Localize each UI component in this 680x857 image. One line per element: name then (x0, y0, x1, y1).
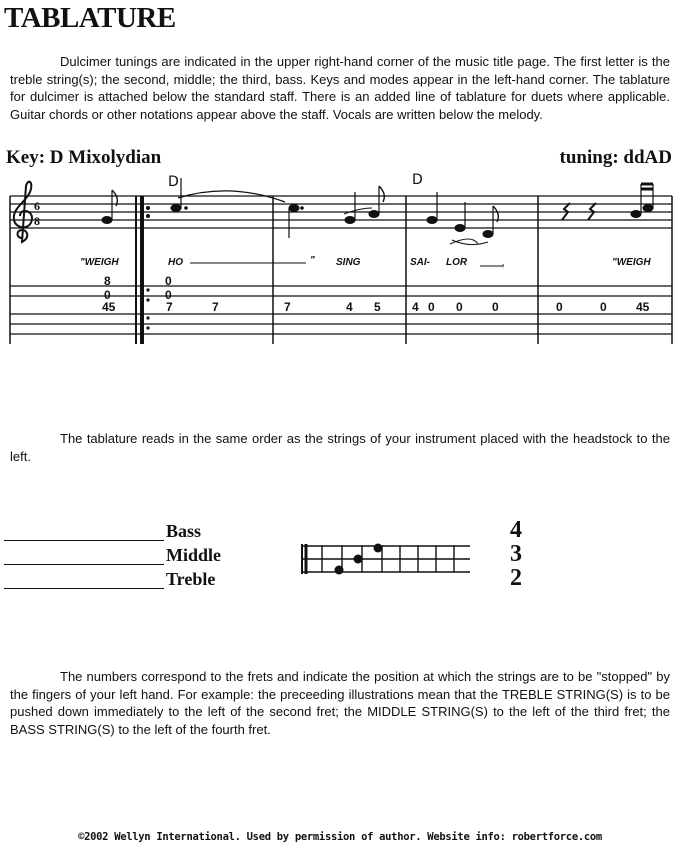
lyric: " (310, 255, 315, 266)
fret-dot-treble (335, 566, 344, 575)
tab-number: 0 (600, 300, 607, 314)
bass-string-line (4, 540, 164, 541)
fret-number-middle: 3 (510, 541, 522, 567)
string-name-middle: Middle (166, 545, 222, 565)
tab-number: 4 (346, 300, 353, 314)
fret-dot-middle (354, 555, 363, 564)
lyric: SING (336, 257, 361, 268)
intro-paragraph: Dulcimer tunings are indicated in the upper right-hand corner of the music title page. The first letter is the treble string(s); the second, middle; the third, bass. Keys and modes appear in the left-hand corner. The tablature for dulcimer is attached below the standard staff. There is an added line of tablature for duets where applicable. Guitar chords or other notations appear above the staff. Vocals are written below the melody. (10, 54, 670, 122)
tab-number: 7 (284, 300, 291, 314)
lyric: "WEIGH (612, 257, 651, 268)
music-example (0, 168, 680, 348)
time-sig-top: 6 (34, 199, 40, 213)
tuning-label: tuning: ddAD (559, 147, 672, 168)
middle-string-line (4, 564, 164, 565)
notes (102, 178, 653, 245)
tab-number: 45 (636, 300, 650, 314)
fret-number-bass: 4 (510, 517, 522, 543)
treble-string-line (4, 588, 164, 589)
repeat-dots (146, 206, 150, 330)
reading-paragraph: The tablature reads in the same order as the strings of your instrument placed with the headstock to the left. (10, 431, 670, 464)
copyright-footer: ©2002 Wellyn International. Used by permission of author. Website info: robertforce.com (78, 831, 602, 843)
key-label: Key: D Mixolydian (6, 147, 162, 168)
explanation-paragraph: The numbers correspond to the frets and indicate the position at which the strings are to be "stopped" by the fingers of your left hand. For example: the preceeding illustrations mean that the TREBLE STRING(S) is to be pushed down immediately to the left of the second fret; the MIDDLE STRING(S) to the left of the third fret; the BASS STRING(S) to the left of the fourth fret. (10, 669, 670, 737)
lyric: "WEIGH (80, 257, 119, 268)
chord-symbol: D (168, 174, 179, 190)
tab-duet-number: 0 (165, 288, 172, 302)
tab-number: 7 (212, 300, 219, 314)
fret-dot-bass (374, 544, 383, 553)
fretboard-diagram (296, 540, 476, 580)
lyric: LOR (446, 257, 468, 268)
lyric: HO (168, 257, 183, 268)
tab-duet-number: 8 (104, 274, 111, 288)
tab-number: 0 (428, 300, 435, 314)
time-sig-bottom: 8 (34, 214, 40, 228)
tab-number: 0 (492, 300, 499, 314)
lyric: SAI- (410, 257, 430, 268)
lyric: , (502, 258, 505, 269)
page-title: TABLATURE (4, 2, 176, 34)
tab-number: 5 (374, 300, 381, 314)
tab-number: 0 (556, 300, 563, 314)
tab-number: 4 (412, 300, 419, 314)
chord-symbol: D (412, 172, 423, 188)
string-name-bass: Bass (166, 521, 202, 541)
string-name-treble: Treble (166, 569, 216, 589)
fret-number-treble: 2 (510, 565, 522, 591)
tab-number: 0 (456, 300, 463, 314)
tab-number: 7 (166, 300, 173, 314)
tab-duet-number: 0 (165, 274, 172, 288)
tab-duet-number: 0 (104, 288, 111, 302)
tab-number: 45 (102, 300, 116, 314)
